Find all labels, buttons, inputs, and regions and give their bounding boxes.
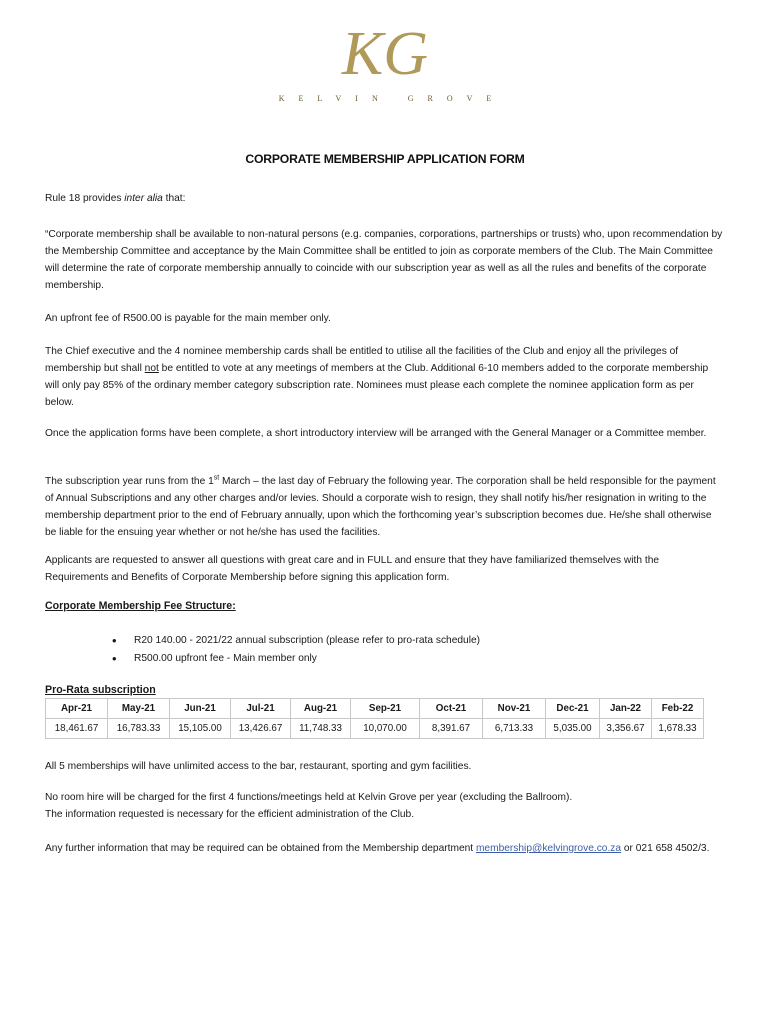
fee-structure-list	[104, 632, 480, 668]
membership-email-link[interactable]: membership@kelvingrove.co.za	[475, 843, 622, 854]
info-necessary-paragraph: The information requested is necessary for the efficient administration of the Club.	[45, 809, 415, 820]
contact-phone-text: or 021 658 4502/3.	[621, 843, 710, 854]
table-header-cell: Feb-22	[652, 699, 704, 719]
subscription-text-1: The subscription year runs from the 1	[45, 476, 214, 487]
rule-intro-after: that:	[162, 193, 186, 204]
table-header-cell: Sep-21	[351, 699, 420, 719]
table-cell: 18,461.67	[46, 719, 108, 739]
table-header-cell: May-21	[108, 699, 170, 719]
table-cell: 11,748.33	[291, 719, 351, 739]
table-header-row	[46, 699, 704, 719]
table-header-cell: Jun-21	[170, 699, 231, 719]
table-header-cell: Oct-21	[420, 699, 483, 719]
contact-text: Any further information that may be required can be obtained from the Membership department	[45, 843, 476, 854]
rule-intro-italic: inter alia	[124, 193, 163, 204]
contact-paragraph	[45, 840, 725, 857]
nominees-text-2: be entitled to vote at any meetings of members at the Club. Additional 6-10 members added to the corporate membership will only pay 85% of the ordinary member category subscription rate. Nominees must please each complete the nominee application form as per below.	[45, 363, 709, 408]
rule-quote: “Corporate membership shall be available to non-natural persons (e.g. companies, corporations, partnerships or trusts) who, upon recommendation by the Membership Committee and acceptance by the Main Committee shall be entitled to join as corporate members of the Club. The Main Committee will determine the rate of corporate membership annually to coincide with our subscription year as well as all the rules and benefits of the corporate membership.	[45, 229, 723, 291]
pro-rata-heading: Pro-Rata subscription	[45, 684, 156, 696]
table-header-cell: Apr-21	[46, 699, 108, 719]
table-cell: 15,105.00	[170, 719, 231, 739]
nominees-text-1: The Chief executive and the 4 nominee membership cards shall be entitled to utilise all the facilities of the Club and enjoy all the privileges of membership but shall	[45, 346, 679, 374]
fee-structure-heading: Corporate Membership Fee Structure:	[45, 600, 236, 612]
table-header-cell: Jul-21	[231, 699, 291, 719]
monogram-text: KG	[341, 20, 429, 88]
kg-monogram-logo	[325, 18, 445, 90]
table-cell: 10,070.00	[351, 719, 420, 739]
table-cell: 16,783.33	[108, 719, 170, 739]
table-header-cell: Aug-21	[291, 699, 351, 719]
table-cell: 13,426.67	[231, 719, 291, 739]
kelvin-grove-logo	[0, 18, 770, 103]
table-cell: 6,713.33	[483, 719, 546, 739]
interview-paragraph: Once the application forms have been complete, a short introductory interview will be arranged with the General Manager or a Committee member.	[45, 428, 707, 439]
pro-rata-table	[45, 698, 704, 739]
page-title: CORPORATE MEMBERSHIP APPLICATION FORM	[245, 152, 525, 166]
table-cell: 1,678.33	[652, 719, 704, 739]
applicants-paragraph: Applicants are requested to answer all questions with great care and in FULL and ensure that they have familiarized themselves with the Requirements and Benefits of Corporate Membership before signing this application form.	[45, 555, 660, 583]
fee-item: • R20 140.00 - 2021/22 annual subscription (please refer to pro-rata schedule)	[104, 632, 480, 650]
logo-subtitle: KELVIN GROVE	[278, 94, 506, 103]
rule-intro	[45, 190, 725, 207]
table-row	[46, 719, 704, 739]
access-paragraph: All 5 memberships will have unlimited access to the bar, restaurant, sporting and gym facilities.	[45, 761, 472, 772]
subscription-sup: st	[213, 474, 220, 482]
room-hire-paragraph: No room hire will be charged for the first 4 functions/meetings held at Kelvin Grove per year (excluding the Ballroom).	[45, 792, 573, 803]
nominees-paragraph	[45, 343, 725, 411]
fee-item: • R500.00 upfront fee - Main member only	[104, 650, 480, 668]
subscription-text-2: March – the last day of February the following year. The corporation shall be held responsible for the payment of Annual Subscriptions and any other charges and/or levies. Should a corporate wish to resign, they shall notify his/her resignation in writing to the membership department prior to the end of February annually, upon which the forthcoming year’s subscription becomes due. He/she shall otherwise be liable for the ensuing year whether or not he/she has used the facilities.	[45, 476, 716, 538]
upfront-fee-text: An upfront fee of R500.00 is payable for the main member only.	[45, 313, 331, 324]
table-header-cell: Nov-21	[483, 699, 546, 719]
table-cell: 5,035.00	[546, 719, 600, 739]
table-header-cell: Dec-21	[546, 699, 600, 719]
table-cell: 8,391.67	[420, 719, 483, 739]
table-header-cell: Jan-22	[600, 699, 652, 719]
rule-intro-text: Rule 18 provides	[45, 193, 125, 204]
subscription-year-paragraph	[45, 473, 725, 541]
table-cell: 3,356.67	[600, 719, 652, 739]
nominees-underlined: not	[144, 363, 159, 374]
